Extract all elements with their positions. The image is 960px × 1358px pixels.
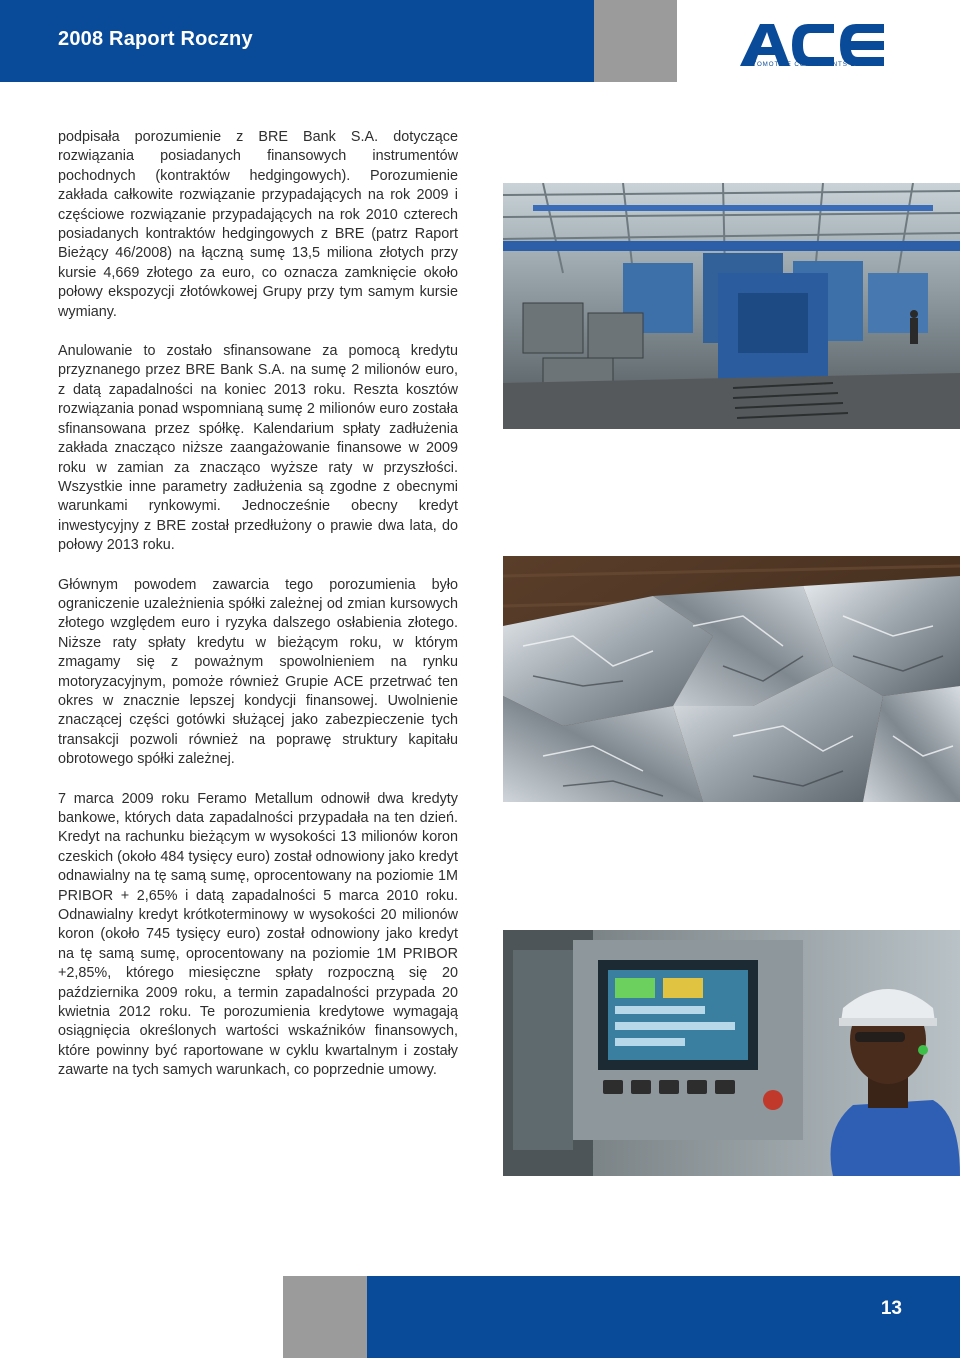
paragraph: Głównym powodem zawarcia tego porozumienia było ograniczenie uzależnienia spółki zależnej od zmian kursowych złotego względem euro i ryzyka dalszego osłabienia złotego. Niższe raty spłaty kredytu w bieżącym roku, w którym zmagamy się z poważnym spowolnieniem na rynku motoryzacyjnym, pomoże również Grupie ACE przetrwać ten okres w znacznie lepszej kondycji finansowej. Uwolnienie znaczącej części gotówki służącej jako zabezpieczenie tych transakcji pozwoli również na poprawę struktury kapitału obrotowego spółki zależnej. (58, 576, 458, 768)
report-title: 2008 Raport Roczny (58, 28, 253, 50)
worker-control-panel-photo (503, 930, 960, 1176)
footer-accent-block (283, 1276, 367, 1358)
factory-hall-photo (503, 183, 960, 429)
footer-bar (367, 1276, 960, 1358)
aluminium-foil-photo (503, 556, 960, 802)
header-accent-block (594, 0, 677, 82)
paragraph: 7 marca 2009 roku Feramo Metallum odnowił dwa kredyty bankowe, których data zapadalności przypadała na ten dzień. Kredyt na rachunku bieżącym w wysokości 13 milionów koron czeskich (około 484 tysięcy euro) został odnowiony jako kredyt odnawialny na tę samą sumę, oprocentowany na poziomie 1M PRIBOR + 2,65% i datą zapadalności 5 marca 2010 roku. Odnawialny kredyt krótkoterminowy w wysokości 20 milionów koron (około 745 tysięcy euro) został odnowiony jako kredyt na tę samą sumę, oprocentowany na poziomie 1M PRIBOR +2,85%, którego miesięczne spłaty rozpoczną się 20 października 2009 roku, a termin zapadalności przypada 20 kwietnia 2012 roku. Te porozumienia kredytowe wymagają osiągnięcia określonych wartości wskaźników finansowych, które powinny być raportowane w cyklu kwartalnym i zostały zawarte na tych samych warunkach, co poprzednie umowy. (58, 790, 458, 1079)
paragraph: Anulowanie to zostało sfinansowane za pomocą kredytu przyznanego przez BRE Bank S.A. na sumę 2 milionów euro, z datą zapadalności na koniec 2013 roku. Reszta kosztów rozwiązania ponad wspomnianą sumę 2 milionów euro została sfinansowana przez spółkę. Kalendarium spłaty zadłużenia zakłada znacząco niższe zaangażowanie finansowe w 2009 roku w zamian za znacząco wyższe raty w przyszłości. Wszystkie inne parametry zadłużenia są zgodne z obecnymi warunkami rynkowymi. Jednocześnie obecny kredyt inwestycyjny z BRE został przedłużony o prawie dwa lata, do połowy 2013 roku. (58, 343, 458, 554)
paragraph: podpisała porozumienie z BRE Bank S.A. dotyczące rozwiązania posiadanych finansowych instrumentów pochodnych (kontraktów hedgingowych). Porozumienie zakłada całkowite rozwiązanie przypadających na rok 2009 i częściowe rozwiązanie przypadających na rok 2010 czterech posiadanych kontraktów hedgingowych z BRE (patrz Raport Bieżący 46/2008) na łączną sumę 13,5 miliona złotych przy kursie 4,669 złotego za euro, co oznacza zamknięcie około połowy ekspozycji złotówkowej Grupy przy tym samym kursie wymiany. (58, 129, 458, 320)
logo-tagline: AUTOMOTIVE COMPONENTS EUROPE (742, 61, 882, 68)
body-text-column (58, 128, 458, 1101)
header-bar (0, 0, 594, 82)
page-number: 13 (880, 1298, 902, 1319)
